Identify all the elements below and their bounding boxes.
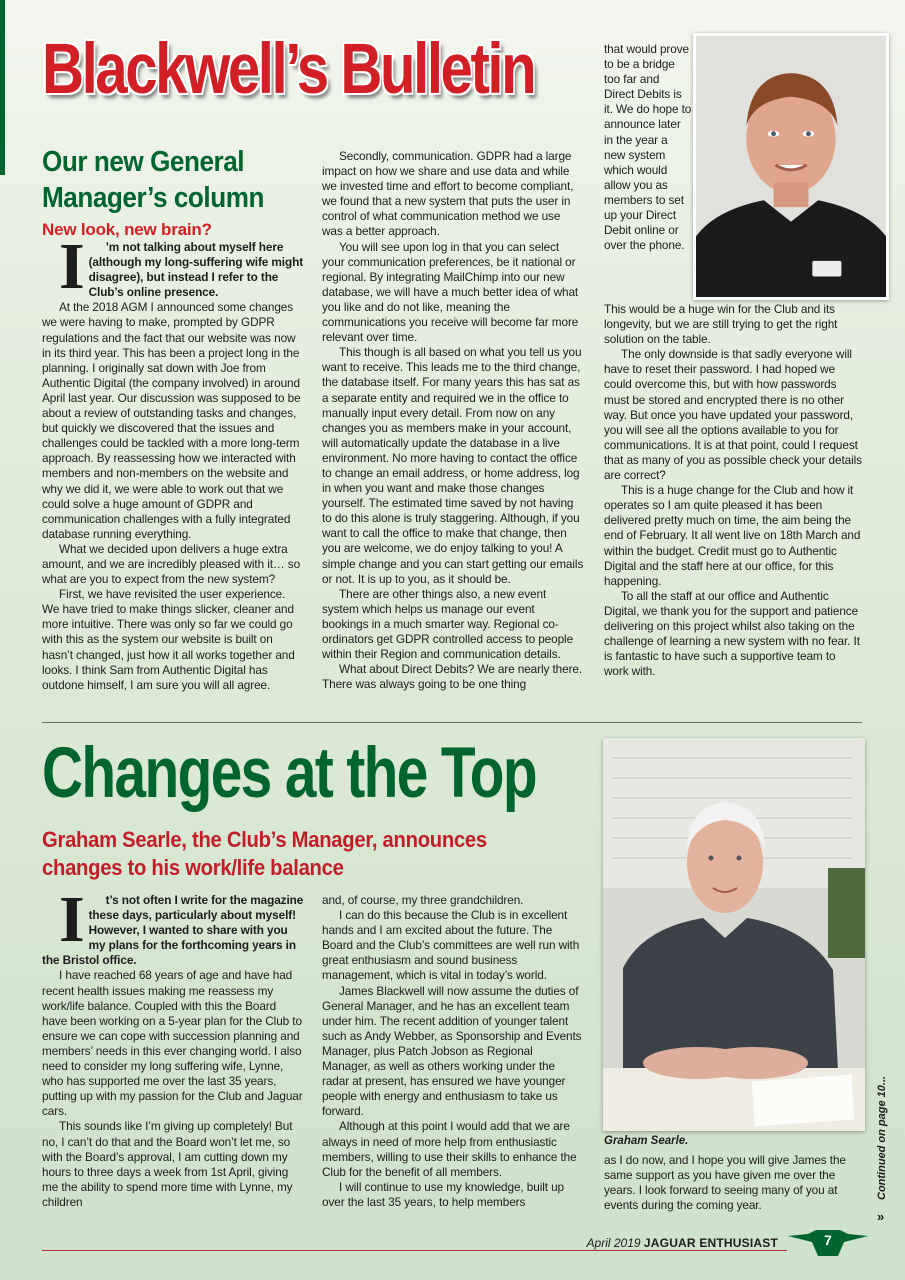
- masthead-title: Blackwell’s Bulletin: [42, 30, 535, 109]
- article1-lead-paragraph: [42, 230, 304, 303]
- article1-lead: ’m not talking about myself here (although my long-suffering wife might disagree), but instead I refer to the Club’s online presence.: [88, 240, 304, 300]
- article1-paragraph: This though is all based on what you tell us you want to receive. This leads me to the third change, the database itself. For many years this has sat as a separate entity and required we in the office to manually input every detail. From now on any changes you as members make in your account, will automatically update the database in a live environment. No more having to contact the office to change an email address, or home address, log in when you want and make those changes yourself. The estimated time saved by not having to do this alone is truly staggering. Although, if you want to call the office to make that change, then you are welcome, we do enjoy talking to you! A simple change and you can start getting our emails or not. It is up to you, as it should be.: [322, 345, 584, 586]
- article1-paragraph: At the 2018 AGM I announced some changes we were having to make, prompted by GDPR regulations and the fact that our website was now in its third year. This has been a project long in the planning. I originally sat down with Joe from Authentic Digital (the company involved) in around April last year. Our discussion was supposed to be about a review of outstanding tasks and changes, but quickly we discovered that the issues and challenges could be tackled with a more long-term approach. By reassessing how we interacted with members and non-members on the website and why we did it, we were able to work out that we could solve a huge amount of GDPR and communication challenges with a fully integrated database running everything.: [42, 300, 301, 541]
- article1-paragraph: Secondly, communication. GDPR had a large impact on how we share and use data and while we invested time and effort to become compliant, we found that a new system that puts the user in control of what communication method we use was a better approach.: [322, 149, 574, 239]
- page-number: 7: [824, 1232, 832, 1248]
- footer-rule: [42, 1250, 787, 1251]
- article1-column-1: [42, 230, 304, 693]
- article2-paragraph: I will continue to use my knowledge, built up over the last 35 years, to help members: [322, 1179, 565, 1209]
- article2-lead-paragraph: [42, 883, 304, 968]
- james-blackwell-photo: [693, 33, 889, 300]
- article1-column-3: [604, 302, 862, 679]
- article1-paragraph: There are other things also, a new event system which helps us manage our event bookings in a much smarter way. Regional co-ordinators get GDPR controlled access to people within their Region and communication details.: [322, 586, 574, 662]
- article2-subhead: Graham Searle, the Club’s Manager, announces changes to his work/life balance: [42, 827, 487, 880]
- double-chevron-icon: »: [877, 1209, 885, 1224]
- article1-paragraph: First, we have revisited the user experience. We have tried to make things slicker, cleaner and more intuitive. There was only so far we could go with this as the system our website is built on hasn’t changed, just how it all works together and looks. I think Sam from Authentic Digital has outdone himself, I am sure you will all agree.: [42, 587, 295, 692]
- article1-title: Our new General Manager’s column: [42, 146, 264, 214]
- footer-issue: April 2019: [586, 1236, 641, 1250]
- article2-paragraph: Although at this point I would add that we are always in need of more help from enthusiastic members, willing to use their skills to enhance the Club for the benefit of all members.: [322, 1119, 577, 1179]
- article2-paragraph: I can do this because the Club is in excellent hands and I am excited about the future. The Board and the Club’s committees are well run with great enthusiasm and sound business management, which is vital in today’s world.: [322, 908, 580, 983]
- article2-lead: t’s not often I write for the magazine these days, particularly about myself! However, I wanted to share with you my plans for the forthcoming years in the Bristol office.: [42, 893, 304, 968]
- article2-dropcap: I: [59, 883, 85, 956]
- article1-paragraph: This would be a huge win for the Club and its longevity, but we are still trying to get the right solution on the table.: [604, 302, 838, 347]
- article2-paragraph: This sounds like I’m giving up completely! But no, I can’t do that and the Board won’t let me, so with the Board’s approval, I am cutting down my hours to three days a week from 1st April, giving me the ability to spend more time with Lynne, my children: [42, 1119, 293, 1209]
- article1-paragraph: What about Direct Debits? We are nearly there. There was always going to be one thing: [322, 662, 583, 692]
- article2-headline: Changes at the Top: [42, 734, 536, 813]
- article1-paragraph: that would prove to be a bridge too far and Direct Debits is it. We do hope to announce later in the year a new system which would allow you as members to set up your Direct Debit online or over the phone.: [604, 42, 692, 253]
- article2-column-1: [42, 883, 304, 1210]
- graham-searle-photo: [603, 738, 865, 1131]
- article1-paragraph: What we decided upon delivers a huge extra amount, and we are incredibly pleased with it… so what are you to expect from the new system?: [42, 541, 301, 587]
- article2-paragraph: and, of course, my three grandchildren.: [322, 893, 524, 907]
- article1-paragraph: To all the staff at our office and Authentic Digital, we thank you for the support and patience delivering on this project whilst also taking on the challenge of learning a new system with no fear. It is fantastic to have such a supportive team to work with.: [604, 588, 860, 679]
- footer-text: [587, 1236, 778, 1250]
- article2-paragraph: I have reached 68 years of age and have had recent health issues making me reassess my work/life balance. Coupled with this the Board have been working on a 5-year plan for the Club to ensure we can cope with succession planning and members’ needs in this ever changing world. I also need to consider my long suffering wife, Lynne, who has supported me over the last 35 years, putting up with my passion for the Club and Jaguar cars.: [42, 968, 303, 1119]
- article1-paragraph: The only downside is that sadly everyone will have to reset their password. I had hoped we could overcome this, but with how passwords must be stored and encrypted there is no other way. But once you have updated your password, you will see all the options available to you for communications. It is at that point, could I request that as many of you as possible check your details are correct?: [604, 347, 862, 483]
- article1-column-3-wrap: [604, 42, 692, 253]
- article2-column-2: [322, 893, 584, 1210]
- article2-paragraph: as I do now, and I hope you will give James the same support as you have given me over the years. I look forward to seeing many of you at events during the coming year.: [604, 1153, 846, 1213]
- article1-column-2: [322, 149, 584, 692]
- continued-note: Continued on page 10...: [876, 1075, 888, 1200]
- article1-kicker: New look, new brain?: [42, 220, 212, 239]
- footer-magazine: JAGUAR ENTHUSIAST: [643, 1236, 778, 1250]
- left-edge-stripe: [0, 0, 5, 175]
- section-divider: [42, 722, 862, 723]
- article2-paragraph: James Blackwell will now assume the duties of General Manager, and he has an excellent team under him. The recent addition of younger talent such as Andy Webber, as Sponsorship and Events Manager, plus Patch Jobson as Regional Manager, as well as others working under the radar at present, has ensured we have younger people with energy and enthusiasm to take us forward.: [322, 983, 582, 1119]
- article1-paragraph: You will see upon log in that you can select your communication preferences, be it national or regional. By integrating MailChimp into our new database, we will have a much better idea of what you like and do not like, meaning the communications you receive will become far more relevant over time.: [322, 239, 579, 345]
- article1-dropcap: I: [59, 230, 85, 303]
- article1-paragraph: This is a huge change for the Club and how it operates so I am quite pleased it has been delivered pretty much on time, the aim being the end of February. It all went live on 18th March and within the budget. Credit must go to Authentic Digital and the staff here at our office, for this happening.: [604, 483, 861, 588]
- article2-column-3: [604, 1153, 862, 1213]
- photo-caption: Graham Searle.: [604, 1135, 689, 1147]
